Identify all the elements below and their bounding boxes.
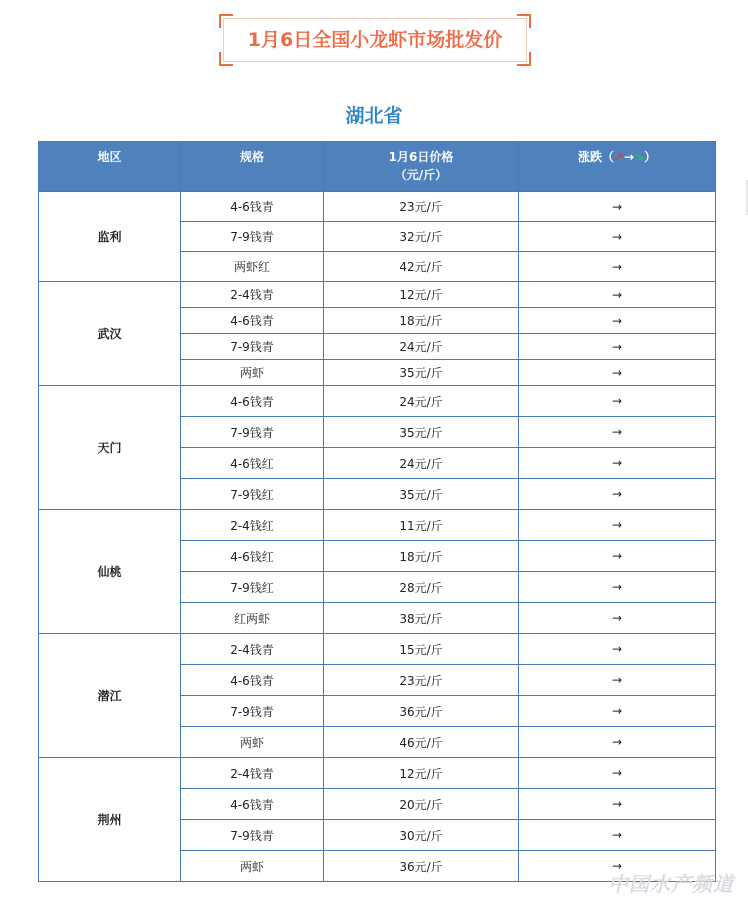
trend-cell: → [519, 282, 716, 308]
spec-cell: 7-9钱红 [181, 572, 324, 603]
header-price [324, 142, 519, 192]
region-cell: 仙桃 [39, 510, 181, 634]
title-corner-decoration [517, 52, 531, 66]
header-region: 地区 [39, 142, 181, 192]
spec-cell: 2-4钱青 [181, 634, 324, 665]
trend-cell: → [519, 820, 716, 851]
trend-cell: → [519, 758, 716, 789]
price-cell: 42元/斤 [324, 252, 519, 282]
trend-up-icon: ↗ [613, 150, 624, 164]
table-header-row [39, 142, 716, 192]
spec-cell: 7-9钱青 [181, 417, 324, 448]
trend-cell: → [519, 448, 716, 479]
price-cell: 23元/斤 [324, 665, 519, 696]
spec-cell: 两虾 [181, 727, 324, 758]
spec-cell: 两虾红 [181, 252, 324, 282]
trend-cell: → [519, 222, 716, 252]
price-cell: 18元/斤 [324, 541, 519, 572]
header-spec: 规格 [181, 142, 324, 192]
region-cell: 监利 [39, 192, 181, 282]
spec-cell: 4-6钱红 [181, 541, 324, 572]
table-row [39, 634, 716, 665]
spec-cell: 2-4钱红 [181, 510, 324, 541]
trend-cell: → [519, 789, 716, 820]
header-trend-close: ） [644, 150, 657, 164]
table-row [39, 386, 716, 417]
price-table [38, 141, 716, 882]
trend-down-icon: ↘ [634, 150, 645, 164]
price-cell: 18元/斤 [324, 308, 519, 334]
spec-cell: 4-6钱青 [181, 665, 324, 696]
title-corner-decoration [219, 52, 233, 66]
title-corner-decoration [517, 14, 531, 28]
table-row [39, 192, 716, 222]
page-title: 1月6日全国小龙虾市场批发价 [247, 29, 503, 51]
region-cell: 天门 [39, 386, 181, 510]
spec-cell: 4-6钱红 [181, 448, 324, 479]
spec-cell: 4-6钱青 [181, 386, 324, 417]
region-cell: 荆州 [39, 758, 181, 882]
table-row [39, 282, 716, 308]
trend-cell: → [519, 417, 716, 448]
region-cell: 潜江 [39, 634, 181, 758]
trend-cell: → [519, 510, 716, 541]
price-table-body [39, 192, 716, 882]
title-corner-decoration [219, 14, 233, 28]
spec-cell: 两虾 [181, 851, 324, 882]
price-cell: 46元/斤 [324, 727, 519, 758]
trend-flat-icon: → [623, 150, 635, 164]
price-cell: 24元/斤 [324, 448, 519, 479]
province-heading: 湖北省 [345, 105, 403, 127]
table-row [39, 758, 716, 789]
header-price-line1: 1月6日价格 [388, 150, 454, 164]
price-cell: 35元/斤 [324, 417, 519, 448]
price-cell: 24元/斤 [324, 386, 519, 417]
price-cell: 36元/斤 [324, 851, 519, 882]
spec-cell: 4-6钱青 [181, 308, 324, 334]
trend-cell: → [519, 252, 716, 282]
header-trend [519, 142, 716, 192]
header-price-unit: （元/斤） [394, 168, 448, 182]
trend-cell: → [519, 727, 716, 758]
trend-cell: → [519, 541, 716, 572]
table-row [39, 510, 716, 541]
title-banner [219, 14, 531, 66]
price-cell: 32元/斤 [324, 222, 519, 252]
spec-cell: 4-6钱青 [181, 192, 324, 222]
region-cell: 武汉 [39, 282, 181, 386]
trend-cell: → [519, 851, 716, 882]
spec-cell: 2-4钱青 [181, 282, 324, 308]
trend-cell: → [519, 696, 716, 727]
spec-cell: 2-4钱青 [181, 758, 324, 789]
price-cell: 36元/斤 [324, 696, 519, 727]
price-cell: 23元/斤 [324, 192, 519, 222]
price-cell: 30元/斤 [324, 820, 519, 851]
spec-cell: 7-9钱青 [181, 696, 324, 727]
price-cell: 12元/斤 [324, 282, 519, 308]
trend-cell: → [519, 572, 716, 603]
price-cell: 24元/斤 [324, 334, 519, 360]
spec-cell: 红两虾 [181, 603, 324, 634]
watermark-logo: 中国水产频道 [608, 872, 734, 896]
price-cell: 15元/斤 [324, 634, 519, 665]
trend-cell: → [519, 386, 716, 417]
price-cell: 11元/斤 [324, 510, 519, 541]
spec-cell: 两虾 [181, 360, 324, 386]
price-cell: 38元/斤 [324, 603, 519, 634]
trend-cell: → [519, 479, 716, 510]
trend-cell: → [519, 603, 716, 634]
spec-cell: 7-9钱青 [181, 222, 324, 252]
trend-cell: → [519, 360, 716, 386]
price-cell: 35元/斤 [324, 360, 519, 386]
trend-cell: → [519, 192, 716, 222]
spec-cell: 7-9钱青 [181, 820, 324, 851]
trend-cell: → [519, 334, 716, 360]
price-cell: 12元/斤 [324, 758, 519, 789]
price-cell: 28元/斤 [324, 572, 519, 603]
spec-cell: 7-9钱青 [181, 334, 324, 360]
header-trend-label: 涨跌（ [577, 150, 614, 164]
spec-cell: 4-6钱青 [181, 789, 324, 820]
spec-cell: 7-9钱红 [181, 479, 324, 510]
trend-cell: → [519, 665, 716, 696]
trend-cell: → [519, 308, 716, 334]
price-cell: 35元/斤 [324, 479, 519, 510]
trend-cell: → [519, 634, 716, 665]
price-cell: 20元/斤 [324, 789, 519, 820]
